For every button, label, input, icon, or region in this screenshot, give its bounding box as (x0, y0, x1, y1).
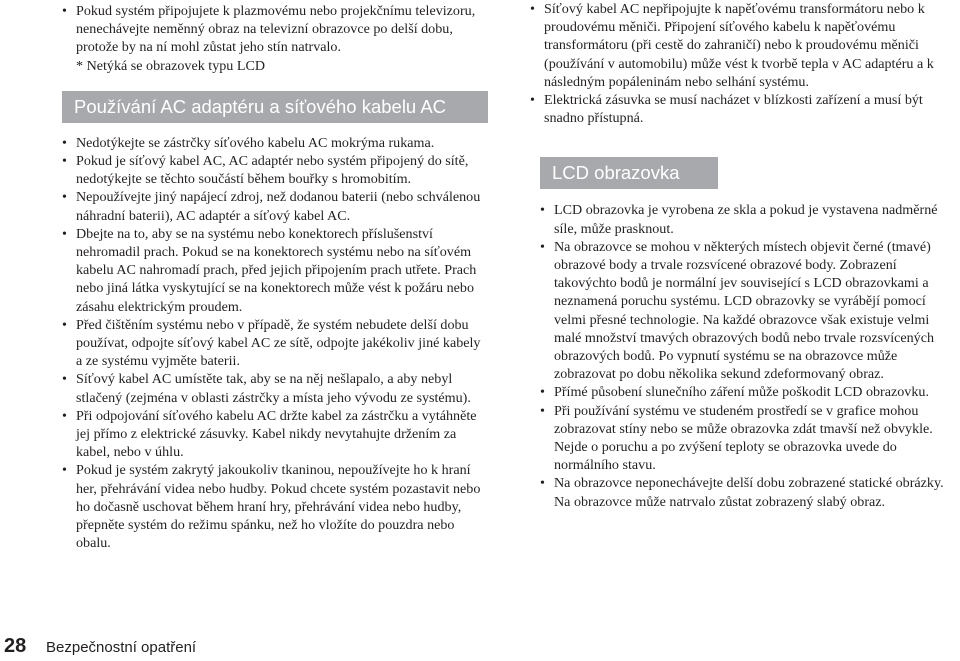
page-number: 28 (4, 635, 27, 657)
ac-adapter-list (62, 134, 488, 553)
left-column (62, 0, 488, 552)
list-item: • Elektrická zásuvka se musí nacházet v blízkosti zařízení a musí být snadno přístupná. (530, 91, 958, 127)
list-item: • Na obrazovce se mohou v některých místech objevit černé (tmavé) obrazové body a trvale rozsvícené obrazové body. Zobrazení takovýchto bodů je normální jev související s LCD obrazovkami a neznamená poruchu systému. LCD obrazovky se vyrábějí pomocí velmi přesné technologie. Na každé obrazovce však existuje velmi malé množství tmavých obrazových bodů nebo trvale rozsvícených obrazových bodů. Po vypnutí systému se na obrazovce může zobrazovat po dobu několika sekund zdeformovaný obraz. (540, 238, 958, 384)
list-item: • Pokud systém připojujete k plazmovému nebo projekčnímu televizoru, nenechávejte neměnný obraz na televizní obrazovce po delší dobu, protože by na ní mohl zůstat jeho stín natrvalo. (62, 2, 488, 57)
list-item: • Síťový kabel AC umístěte tak, aby se na něj nešlapalo, a aby nebyl stlačený (zejména v oblasti zástrčky a místa jeho vývodu ze systému). (62, 370, 488, 406)
list-item: • Síťový kabel AC nepřipojujte k napěťovému transformátoru nebo k proudovému měniči. Připojení síťového kabelu k napěťovému transformátoru (při cestě do zahraničí) nebo k proudovému měniči (používání v automobilu) může vést k tvorbě tepla v AC adaptéru a k následným popáleninám nebo selhání systému. (530, 0, 958, 91)
lcd-footnote: * Netýká se obrazovek typu LCD (76, 57, 266, 74)
list-item: • Před čištěním systému nebo v případě, že systém nebudete delší dobu používat, odpojte síťový kabel AC ze sítě, odpojte jakékoliv jiné kabely a ze systému vyjměte baterii. (62, 316, 488, 371)
right-top-list (530, 0, 958, 127)
list-item: • Pokud je síťový kabel AC, AC adaptér nebo systém připojený do sítě, nedotýkejte se těchto součástí během bouřky s hromobitím. (62, 152, 488, 188)
right-column (530, 0, 958, 511)
section-heading-lcd: LCD obrazovka (540, 157, 718, 189)
list-item: • Přímé působení slunečního záření může poškodit LCD obrazovku. (540, 383, 958, 401)
list-item: • LCD obrazovka je vyrobena ze skla a pokud je vystavena nadměrné síle, může prasknout. (540, 201, 958, 237)
section-heading-ac-adapter: Používání AC adaptéru a síťového kabelu AC (62, 91, 488, 123)
page-footer (4, 635, 196, 661)
list-item: • Nedotýkejte se zástrčky síťového kabelu AC mokrýma rukama. (62, 134, 488, 152)
left-top-list (62, 0, 488, 57)
lcd-list (530, 201, 958, 510)
list-item: • Při používání systému ve studeném prostředí se v grafice mohou zobrazovat stíny nebo se může obrazovka zdát tmavší než obvykle. Nejde o poruchu a po zvýšení teploty se obrazovka uvede do normálního stavu. (540, 402, 958, 475)
list-item: • Pokud je systém zakrytý jakoukoliv tkaninou, nepoužívejte ho k hraní her, přehrávání videa nebo hudby. Pokud chcete systém pozastavit nebo ho dočasně uschovat během hraní hry, přehrávání videa nebo hudby, přepněte systém do režimu spánku, než ho vložíte do pouzdra nebo obalu. (62, 461, 488, 552)
list-item: • Při odpojování síťového kabelu AC držte kabel za zástrčku a vytáhněte jej přímo z elektrické zásuvky. Kabel nikdy nevytahujte držením za kabel, nebo v úhlu. (62, 407, 488, 462)
list-item: • Nepoužívejte jiný napájecí zdroj, než dodanou baterii (nebo schválenou náhradní baterii), AC adaptér a síťový kabel AC. (62, 188, 488, 224)
footer-section-title: Bezpečnostní opatření (46, 639, 197, 656)
list-item: • Dbejte na to, aby se na systému nebo konektorech příslušenství nehromadil prach. Pokud se na konektorech systému nebo na síťovém kabelu AC nahromadí prach, před jejich připojením prach utřete. Prach nebo jiná látka vyskytující se na konektorech může vést k požáru nebo zásahu elektrickým proudem. (62, 225, 488, 316)
list-item: • Na obrazovce neponechávejte delší dobu zobrazené statické obrázky. Na obrazovce může natrvalo zůstat zobrazený slabý obraz. (540, 474, 958, 510)
